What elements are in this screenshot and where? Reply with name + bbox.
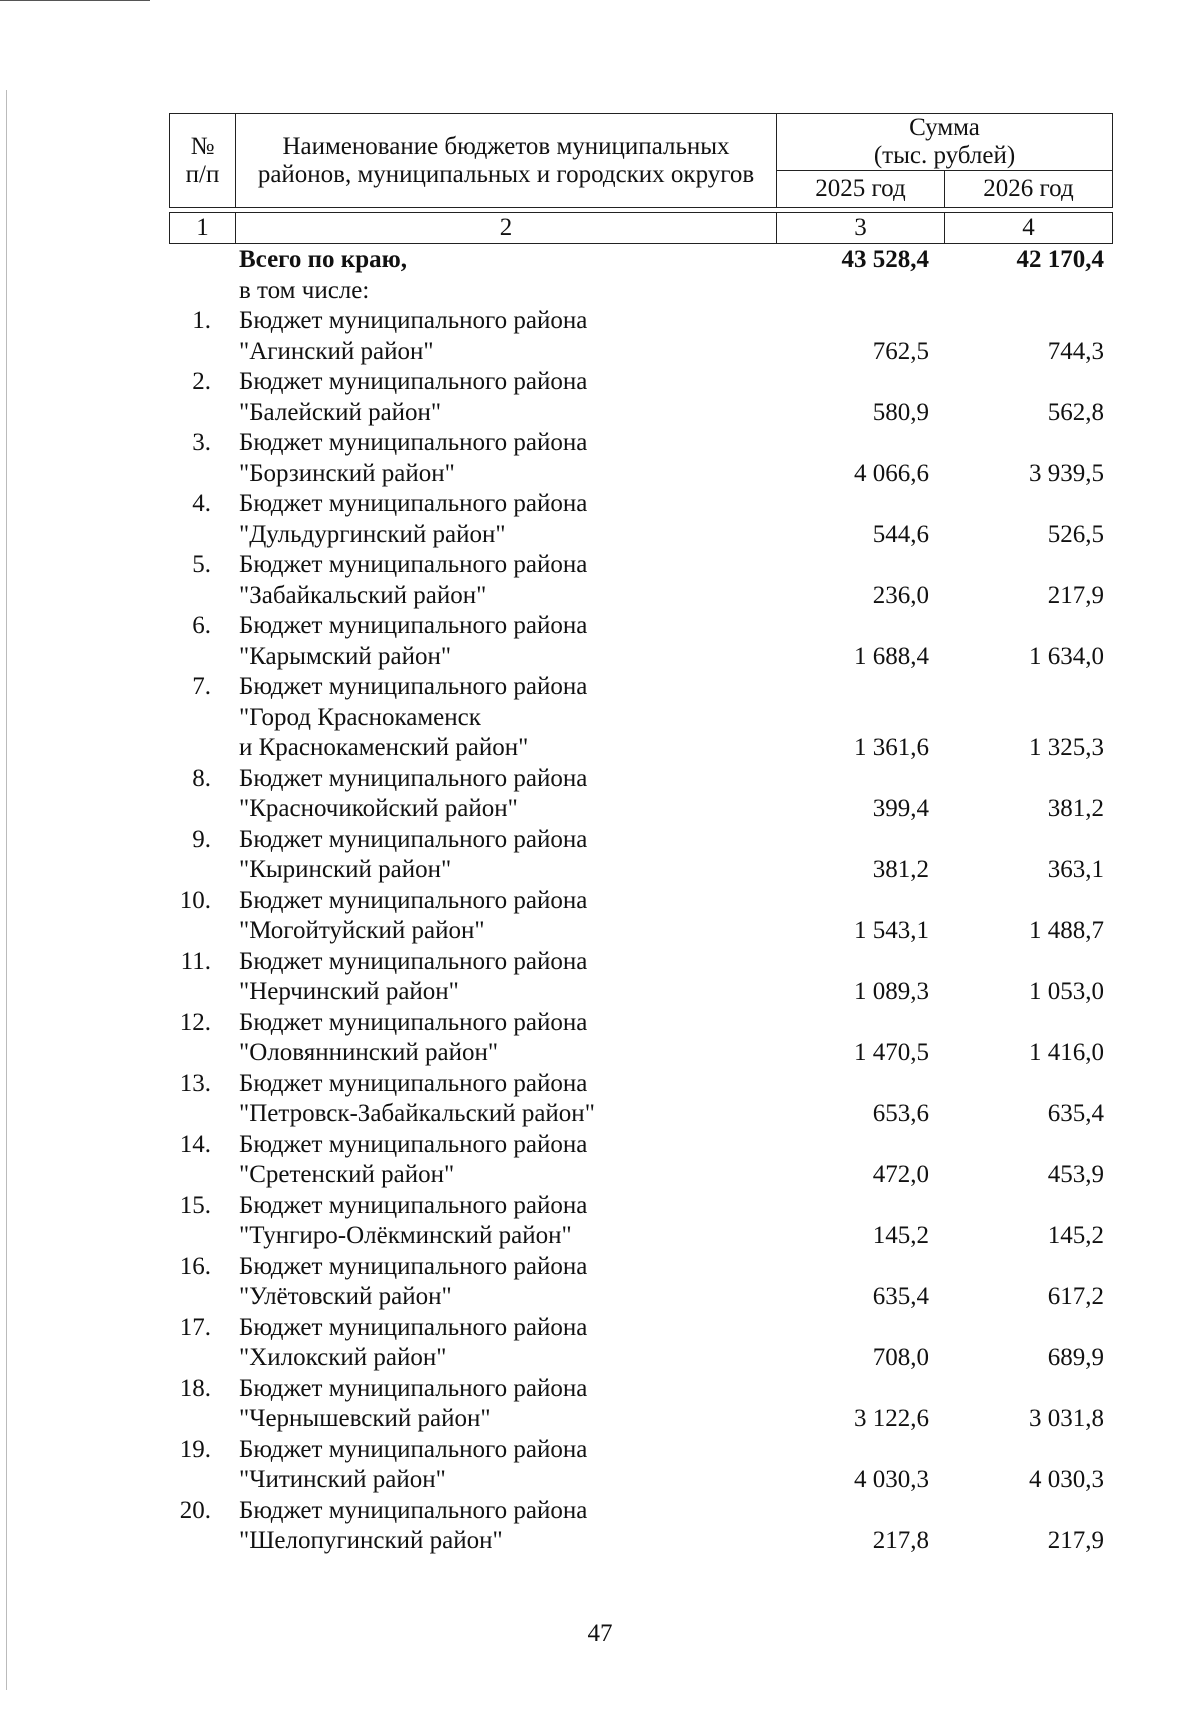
amount-2026: 3 939,5 [1029,459,1104,487]
table-row [169,795,1114,826]
budget-name: "Хилокский район" [239,1344,447,1371]
header-name-line1: Наименование бюджетов муниципальных [282,132,730,160]
budget-name: "Читинский район" [239,1466,446,1493]
budget-name: Бюджет муниципального района [239,429,588,456]
table-row [169,1009,1114,1040]
table-row [169,1131,1114,1162]
budget-name: "Шелопугинский район" [239,1527,503,1554]
header-year-2025: 2025 год [777,171,945,208]
header-num-cell [170,114,236,208]
total-label: Всего по краю, [239,246,407,273]
table-row [169,521,1114,552]
amount-2026: 363,1 [1047,856,1104,883]
table-row [169,1527,1114,1558]
table-row [169,704,1114,735]
total-sublabel: в том числе: [239,276,370,304]
table-row [169,429,1114,460]
table-row [169,612,1114,643]
scan-left-edge [6,90,7,1690]
table-row [169,1222,1114,1253]
row-number: 5. [192,551,211,578]
budget-name: "Кыринский район" [239,856,452,883]
table-row [169,1253,1114,1284]
budget-name: "Петровск-Забайкальский район" [239,1100,595,1127]
table-row [169,1283,1114,1314]
row-number: 10. [179,886,211,914]
budget-name: Бюджет муниципального района [239,1008,588,1036]
table-row [169,1466,1114,1497]
table-row [169,490,1114,521]
amount-2025: 1 470,5 [854,1039,929,1066]
amount-2026: 217,9 [1047,581,1104,609]
amount-2026: 689,9 [1047,1344,1104,1371]
budget-name: "Могойтуйский район" [239,917,485,944]
amount-2025: 1 688,4 [854,642,929,670]
total-2025: 43 528,4 [841,246,929,273]
budget-name: Бюджет муниципального района [239,947,588,975]
table-header [169,113,1113,244]
budget-name: Бюджет муниципального района [239,1191,588,1219]
header-sum-line2: (тыс. рублей) [873,142,1016,169]
table-row [169,978,1114,1009]
amount-2026: 1 634,0 [1029,642,1104,670]
budget-name: Бюджет муниципального района [239,368,588,395]
amount-2026: 744,3 [1047,337,1104,365]
amount-2025: 1 089,3 [854,978,929,1005]
scan-edge-line [0,0,150,1]
budget-name: "Борзинский район" [239,459,455,487]
amount-2026: 617,2 [1047,1283,1104,1310]
total-row [169,246,1114,277]
table-row [169,734,1114,765]
budget-name: Бюджет муниципального района [239,1374,588,1402]
budget-name: "Оловяннинский район" [239,1039,499,1066]
row-number: 6. [192,612,211,639]
amount-2026: 1 053,0 [1029,978,1104,1005]
amount-2025: 472,0 [872,1161,929,1188]
table-row [169,1405,1114,1436]
amount-2025: 1 361,6 [854,734,929,761]
row-number: 20. [179,1496,211,1524]
table-row [169,856,1114,887]
table-row [169,643,1114,674]
table-row [169,399,1114,430]
table-row [169,1100,1114,1131]
budget-name: Бюджет муниципального района [239,673,588,700]
amount-2025: 1 543,1 [854,917,929,944]
table-body [169,246,1114,1558]
table-row [169,948,1114,979]
page-number: 47 [587,1620,613,1647]
budget-name: Бюджет муниципального района [239,551,588,578]
row-number: 11. [180,947,211,975]
budget-name: Бюджет муниципального района [239,490,588,517]
row-number: 4. [192,490,211,517]
header-name-line2: районов, муниципальных и городских округов [257,160,755,188]
table-row [169,765,1114,796]
amount-2026: 562,8 [1047,398,1104,426]
row-number: 12. [179,1008,211,1036]
budget-name: Бюджет муниципального района [239,1252,588,1280]
table-row [169,1070,1114,1101]
budget-name: Бюджет муниципального района [239,1496,588,1524]
header-sum-cell [777,114,1113,171]
budget-name: "Агинский район" [239,337,434,365]
header-name-cell [236,114,777,208]
budget-name: Бюджет муниципального района [239,307,588,334]
budget-name: Бюджет муниципального района [239,1069,588,1097]
row-number: 16. [179,1252,211,1280]
column-number-2: 2 [236,213,777,244]
amount-2025: 3 122,6 [854,1405,929,1432]
budget-name: Бюджет муниципального района [239,1435,588,1463]
table-row [169,307,1114,338]
amount-2026: 4 030,3 [1029,1466,1104,1493]
table-row [169,917,1114,948]
budget-name: "Чернышевский район" [239,1405,491,1432]
amount-2026: 453,9 [1047,1161,1104,1188]
amount-2026: 526,5 [1047,520,1104,548]
column-number-4: 4 [945,213,1113,244]
budget-name: "Дульдургинский район" [239,520,506,548]
table-row [169,551,1114,582]
amount-2026: 1 325,3 [1029,734,1104,761]
budget-name: "Тунгиро-Олёкминский район" [239,1222,572,1249]
row-number: 3. [192,429,211,456]
total-2026: 42 170,4 [1016,246,1104,273]
table-row [169,1344,1114,1375]
budget-name: "Карымский район" [239,642,452,670]
amount-2025: 399,4 [872,795,929,822]
budget-name: и Краснокаменский район" [239,734,529,761]
amount-2025: 4 030,3 [854,1466,929,1493]
amount-2026: 145,2 [1047,1222,1104,1249]
amount-2025: 236,0 [872,581,929,609]
amount-2025: 217,8 [872,1527,929,1554]
table-row [169,673,1114,704]
table-row [169,887,1114,918]
budget-name: "Забайкальский район" [239,581,487,609]
amount-2025: 762,5 [872,337,929,365]
amount-2025: 544,6 [872,520,929,548]
amount-2026: 3 031,8 [1029,1405,1104,1432]
row-number: 15. [179,1191,211,1219]
table-row [169,460,1114,491]
budget-name: Бюджет муниципального района [239,1130,588,1158]
row-number: 17. [179,1313,211,1341]
table-row [169,826,1114,857]
amount-2026: 217,9 [1047,1527,1104,1554]
amount-2025: 635,4 [872,1283,929,1310]
row-number: 9. [192,825,211,853]
table-row [169,1497,1114,1528]
table-row [169,1314,1114,1345]
header-num-line2: п/п [185,160,220,188]
budget-name: "Балейский район" [239,398,442,426]
budget-name: "Сретенский район" [239,1161,455,1188]
table-row [169,1161,1114,1192]
total-subrow [169,277,1114,308]
amount-2025: 580,9 [872,398,929,426]
table-row [169,1192,1114,1223]
budget-name: Бюджет муниципального района [239,612,588,639]
row-number: 14. [179,1130,211,1158]
row-number: 8. [192,764,211,792]
column-number-1: 1 [170,213,236,244]
row-number: 7. [192,673,211,700]
amount-2026: 1 488,7 [1029,917,1104,944]
budget-name: Бюджет муниципального района [239,886,588,914]
amount-2025: 381,2 [872,856,929,883]
amount-2025: 653,6 [872,1100,929,1127]
table-row [169,582,1114,613]
table-row [169,368,1114,399]
table-row [169,1375,1114,1406]
table-row [169,1436,1114,1467]
budget-name: "Красночикойский район" [239,795,518,822]
header-year-2026: 2026 год [945,171,1113,208]
table-row [169,1039,1114,1070]
row-number: 13. [179,1069,211,1097]
column-number-3: 3 [777,213,945,244]
table-row [169,338,1114,369]
budget-name: "Город Краснокаменск [239,703,481,731]
header-num-line1: № [190,132,215,160]
row-number: 18. [179,1374,211,1402]
amount-2025: 4 066,6 [854,459,929,487]
row-number: 1. [192,307,211,334]
amount-2025: 145,2 [872,1222,929,1249]
budget-name: "Нерчинский район" [239,978,459,1005]
budget-name: Бюджет муниципального района [239,1313,588,1341]
amount-2025: 708,0 [872,1344,929,1371]
header-sum-line1: Сумма [909,114,980,141]
row-number: 2. [192,368,211,395]
budget-name: "Улётовский район" [239,1283,452,1310]
amount-2026: 381,2 [1047,795,1104,822]
budget-name: Бюджет муниципального района [239,825,588,853]
row-number: 19. [179,1435,211,1463]
amount-2026: 635,4 [1047,1100,1104,1127]
budget-name: Бюджет муниципального района [239,764,588,792]
amount-2026: 1 416,0 [1029,1039,1104,1066]
